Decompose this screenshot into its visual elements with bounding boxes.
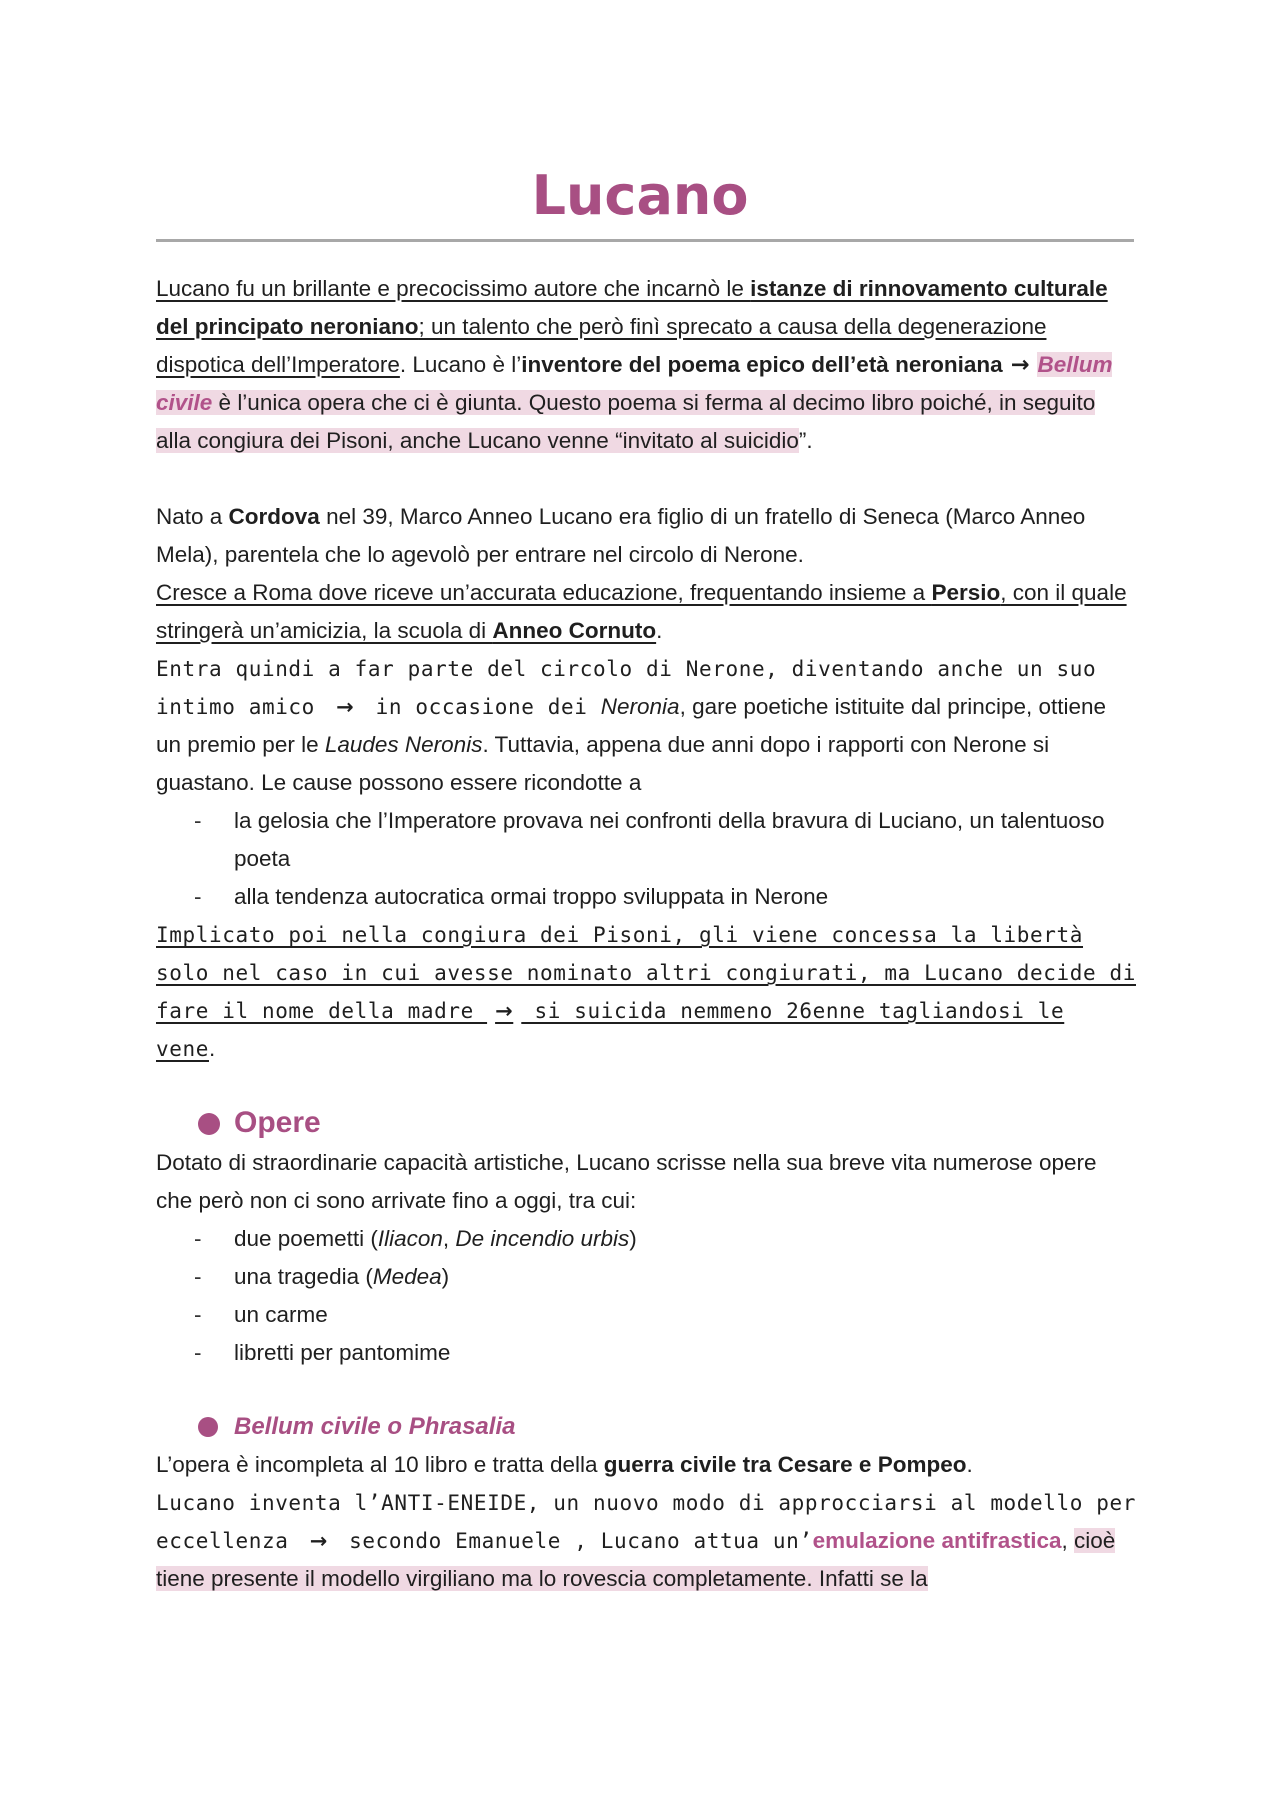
- document-body: [156, 270, 1136, 1598]
- works-list: [156, 1220, 1136, 1372]
- arrow-icon: →: [1010, 352, 1030, 378]
- list-item: - la gelosia che l’Imperatore provava nei confronti della bravura di Luciano, un talentuoso poeta: [234, 802, 1136, 878]
- list-item: - due poemetti (Iliacon, De incendio urbis): [234, 1220, 1136, 1258]
- bullet-dot-icon: [198, 1113, 220, 1135]
- bellum-paragraph-1: L’opera è incompleta al 10 libro e tratta della guerra civile tra Cesare e Pompeo.: [156, 1452, 973, 1477]
- handwritten-text: Implicato poi nella congiura dei Pisoni, gli viene concessa la libertà solo nel caso in cui avesse nominato altri congiurati, ma Lucano decide di fare il nome della madre → si suicida nemmeno 26enne tagliandosi le vene: [156, 923, 1136, 1061]
- education-paragraph: Cresce a Roma dove riceve un’accurata educazione, frequentando insieme a Persio, con il quale stringerà un’amicizia, la scuola di Anneo Cornuto.: [156, 580, 1127, 643]
- section-heading-bellum-civile: Bellum civile o Phrasalia: [156, 1408, 1136, 1446]
- intro-paragraph: Lucano fu un brillante e precocissimo autore che incarnò le istanze di rinnovamento culturale del principato neroniano; un talento che però finì sprecato a causa della degenerazione dispotica dell’Imperatore. Lucano è l’inventore del poema epico dell’età neroniana → Bellum civile è l’unica opera che ci è giunta. Questo poema si ferma al decimo libro poiché, in seguito alla congiura dei Pisoni, anche Lucano venne “invitato al suicidio”.: [156, 276, 1113, 453]
- section-heading-opere: Opere: [156, 1104, 1136, 1142]
- handwritten-text: Entra quindi a far parte del circolo di Nerone, diventando anche un suo intimo amico → in occasione dei: [156, 657, 1097, 719]
- intro-text: Lucano fu un brillante e precocissimo autore che incarnò le istanze di rinnovamento culturale del principato neroniano; un talento che però finì sprecato a causa della degenerazione dispotica dell’Imperatore: [156, 276, 1108, 377]
- list-item: - un carme: [234, 1296, 1136, 1334]
- arrow-icon: →: [495, 999, 514, 1023]
- title-divider: [156, 239, 1134, 242]
- handwritten-text: Lucano inventa l’ANTI-ENEIDE, un nuovo modo di approcciarsi al modello per eccellenza → secondo Emanuele , Lucano attua un’: [156, 1491, 1136, 1553]
- birth-paragraph: Nato a Cordova nel 39, Marco Anneo Lucano era figlio di un fratello di Seneca (Marco Anneo Mela), parentela che lo agevolò per entrare nel circolo di Nerone.: [156, 504, 1086, 567]
- highlighted-text: Bellum civile è l’unica opera che ci è giunta. Questo poema si ferma al decimo libro poiché, in seguito alla congiura dei Pisoni, anche Lucano venne “invitato al suicidio: [156, 352, 1113, 453]
- opere-intro: Dotato di straordinarie capacità artistiche, Lucano scrisse nella sua breve vita numerose opere che però non ci sono arrivate fino a oggi, tra cui:: [156, 1150, 1097, 1213]
- conspiracy-paragraph: Implicato poi nella congiura dei Pisoni, gli viene concessa la libertà solo nel caso in cui avesse nominato altri congiurati, ma Lucano decide di fare il nome della madre → si suicida nemmeno 26enne tagliandosi le vene.: [156, 923, 1136, 1061]
- page-title: Lucano: [531, 164, 749, 227]
- nero-paragraph: Entra quindi a far parte del circolo di Nerone, diventando anche un suo intimo amico → in occasione dei Neronia, gare poetiche istituite dal principe, ottiene un premio per le Laudes Neronis. Tuttavia, appena due anni dopo i rapporti con Nerone si guastano. Le cause possono essere ricondotte a: [156, 657, 1107, 795]
- list-item: - alla tendenza autocratica ormai troppo sviluppata in Nerone: [234, 878, 1136, 916]
- highlighted-text: cioè tiene presente il modello virgiliano ma lo rovescia completamente. Infatti se la: [156, 1528, 1116, 1591]
- bullet-dot-icon: [198, 1417, 218, 1437]
- causes-list: [156, 802, 1136, 916]
- list-item: - una tragedia (Medea): [234, 1258, 1136, 1296]
- bellum-paragraph-2: Lucano inventa l’ANTI-ENEIDE, un nuovo modo di approcciarsi al modello per eccellenza → secondo Emanuele , Lucano attua un’emulazione antifrastica, cioè tiene presente il modello virgiliano ma lo rovescia completamente. Infatti se la: [156, 1491, 1136, 1591]
- arrow-icon: →: [336, 695, 355, 719]
- arrow-icon: →: [309, 1529, 328, 1553]
- list-item: - libretti per pantomime: [234, 1334, 1136, 1372]
